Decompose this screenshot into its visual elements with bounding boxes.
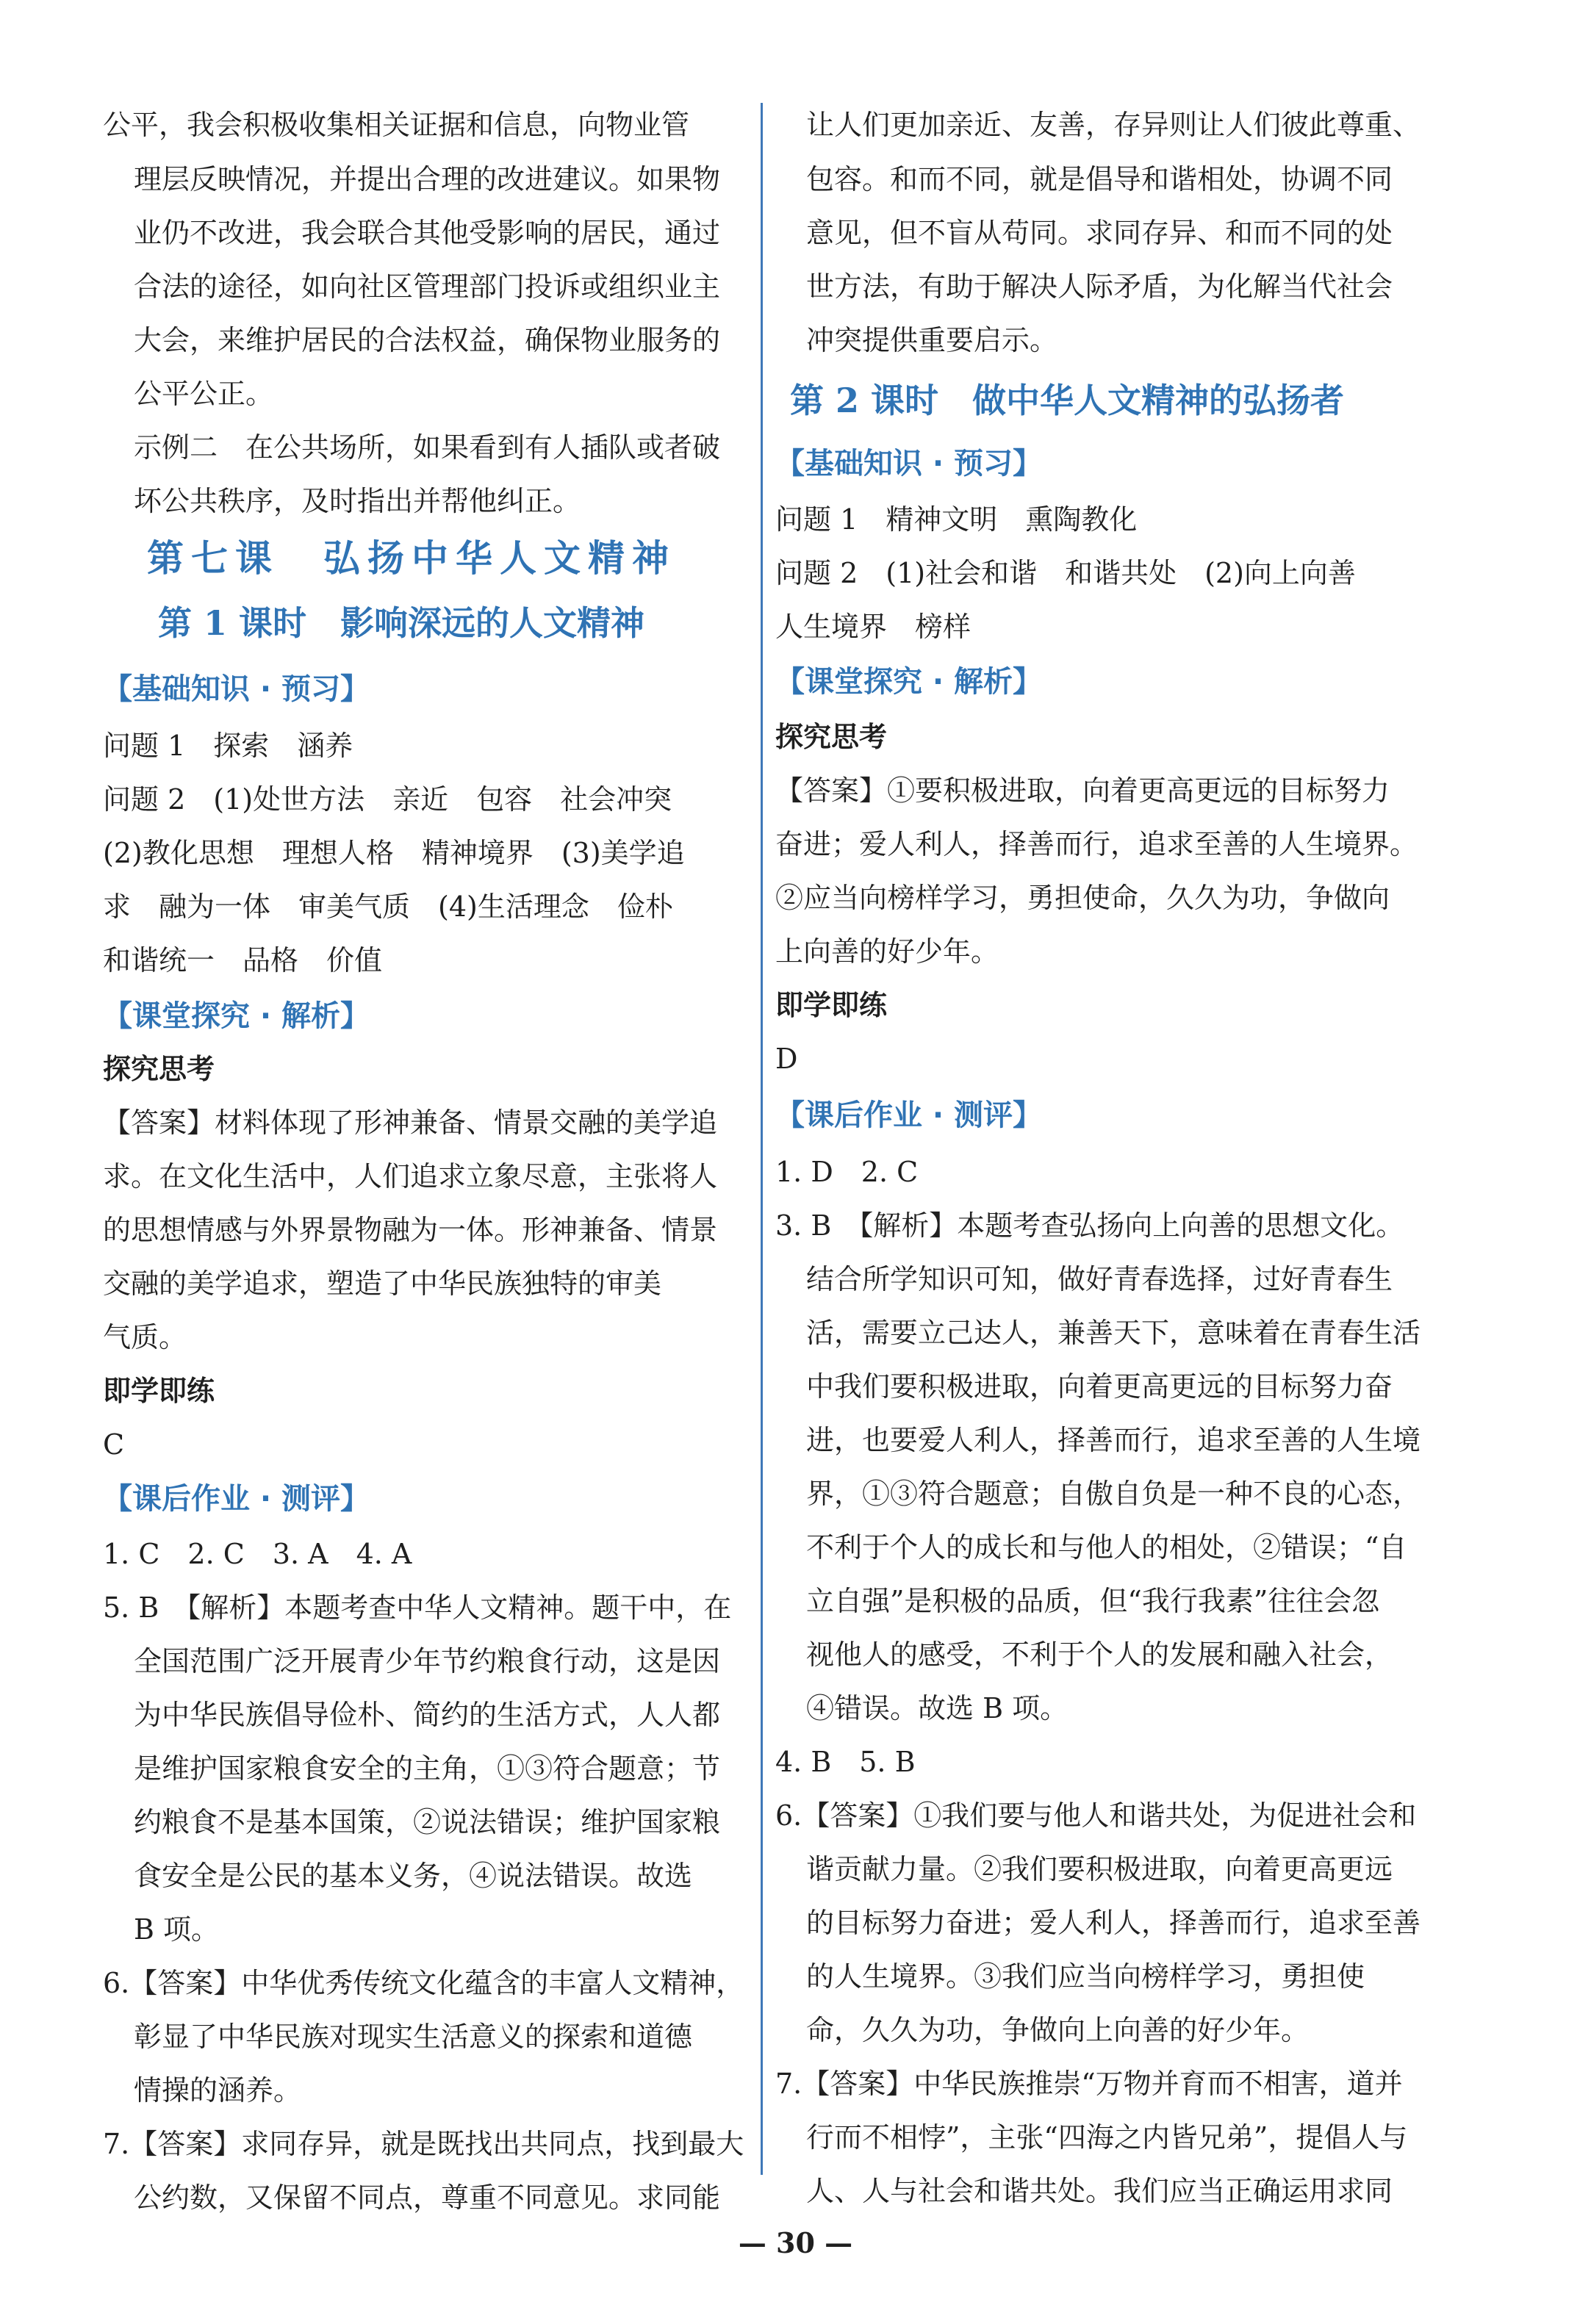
text-line: 7.【答案】求同存异，就是既找出共同点，找到最大 — [103, 2128, 744, 2160]
text-line: 食安全是公民的基本义务，④说法错误。故选 — [134, 1860, 693, 1892]
text-line: 包容。和而不同，就是倡导和谐相处，协调不同 — [806, 163, 1393, 195]
text-line: 人、人与社会和谐共处。我们应当正确运用求同 — [806, 2175, 1393, 2207]
text-line: 理层反映情况，并提出合理的改进建议。如果物 — [134, 163, 721, 195]
text-line: 全国范围广泛开展青少年节约粮食行动，这是因 — [134, 1645, 721, 1677]
subheading-explore: 探究思考 — [775, 720, 888, 753]
section-heading-class: 【课堂探究 · 解析】 — [103, 999, 370, 1033]
text-line: B 项。 — [134, 1913, 220, 1946]
text-line: 是维护国家粮食安全的主角，①③符合题意；节 — [134, 1752, 721, 1785]
text-line: 为中华民族倡导俭朴、简约的生活方式，人人都 — [134, 1699, 721, 1731]
text-line: 奋进；爱人利人，择善而行，追求至善的人生境界。 — [775, 828, 1418, 860]
text-line: 让人们更加亲近、友善，存异则让人们彼此尊重、 — [806, 109, 1421, 141]
section-heading-basic: 【基础知识 · 预习】 — [103, 672, 370, 706]
text-line: 人生境界 榜样 — [775, 611, 972, 643]
text-line: 1. C 2. C 3. A 4. A — [103, 1538, 412, 1570]
text-line: 彰显了中华民族对现实生活意义的探索和道德 — [134, 2021, 693, 2053]
text-line: 进，也要爱人利人，择善而行，追求至善的人生境 — [806, 1424, 1421, 1456]
text-line: 示例二 在公共场所，如果看到有人插队或者破 — [134, 431, 721, 464]
text-line: 行而不相悖”，主张“四海之内皆兄弟”，提倡人与 — [806, 2121, 1408, 2154]
text-line: 3. B 【解析】本题考查弘扬向上向善的思想文化。 — [775, 1209, 1404, 1242]
text-line: 谐贡献力量。②我们要积极进取，向着更高更远 — [806, 1853, 1393, 1885]
column-divider — [761, 103, 763, 2175]
section-heading-homework: 【课后作业 · 测评】 — [103, 1482, 370, 1516]
page-number: — 30 — — [738, 2226, 853, 2259]
text-line: 不利于个人的成长和与他人的相处，②错误；“自 — [806, 1531, 1407, 1564]
text-line: 问题 1 精神文明 熏陶教化 — [775, 503, 1138, 536]
text-line: 4. B 5. B — [775, 1746, 916, 1778]
text-line: 公约数，又保留不同点，尊重不同意见。求同能 — [134, 2181, 721, 2214]
text-line: ②应当向榜样学习，勇担使命，久久为功，争做向 — [775, 882, 1390, 914]
text-line: 的目标努力奋进；爱人利人，择善而行，追求至善 — [806, 1907, 1421, 1939]
period-title: 第 2 课时 做中华人文精神的弘扬者 — [790, 381, 1345, 420]
text-line: 和谐统一 品格 价值 — [103, 944, 383, 976]
text-line: 中我们要积极进取，向着更高更远的目标努力奋 — [806, 1370, 1393, 1403]
text-line: 交融的美学追求，塑造了中华民族独特的审美 — [103, 1267, 662, 1300]
text-line: 活，需要立己达人，兼善天下，意味着在青春生活 — [806, 1317, 1421, 1349]
text-line: 公平，我会积极收集相关证据和信息，向物业管 — [103, 109, 690, 141]
text-line: 公平公正。 — [134, 378, 274, 410]
subheading-explore: 探究思考 — [103, 1052, 215, 1085]
text-line: 求。在文化生活中，人们追求立象尽意，主张将人 — [103, 1160, 718, 1192]
section-heading-homework: 【课后作业 · 测评】 — [775, 1098, 1043, 1132]
text-line: 合法的途径，如向社区管理部门投诉或组织业主 — [134, 270, 721, 303]
text-line: 命，久久为功，争做向上向善的好少年。 — [806, 2014, 1310, 2046]
text-line: 大会，来维护居民的合法权益，确保物业服务的 — [134, 324, 721, 356]
text-line: 求 融为一体 审美气质 (4)生活理念 俭朴 — [103, 891, 673, 923]
text-line: 【答案】材料体现了形神兼备、情景交融的美学追 — [103, 1107, 718, 1139]
text-line: 1. D 2. C — [775, 1156, 919, 1188]
text-line: 7.【答案】中华民族推崇“万物并育而不相害，道并 — [775, 2068, 1403, 2100]
lesson-title: 第七课 弘扬中华人文精神 — [147, 536, 676, 580]
text-line: 问题 1 探索 涵养 — [103, 730, 353, 762]
text-line: 6.【答案】中华优秀传统文化蕴含的丰富人文精神， — [103, 1967, 744, 1999]
text-line: 6.【答案】①我们要与他人和谐共处，为促进社会和 — [775, 1799, 1417, 1832]
text-line: 的思想情感与外界景物融为一体。形神兼备、情景 — [103, 1214, 718, 1246]
period-title: 第 1 课时 影响深远的人文精神 — [158, 603, 645, 643]
text-line: 情操的涵养。 — [134, 2074, 302, 2107]
text-line: 冲突提供重要启示。 — [806, 324, 1058, 356]
text-line: 业仍不改进，我会联合其他受影响的居民，通过 — [134, 217, 721, 249]
text-line: 5. B 【解析】本题考查中华人文精神。题干中，在 — [103, 1591, 732, 1624]
subheading-practice: 即学即练 — [775, 988, 888, 1021]
text-line: 坏公共秩序，及时指出并帮他纠正。 — [134, 485, 581, 517]
text-line: 结合所学知识可知，做好青春选择，过好青春生 — [806, 1263, 1393, 1295]
text-line: 视他人的感受，不利于个人的发展和融入社会， — [806, 1638, 1393, 1671]
practice-answer: C — [103, 1428, 125, 1461]
text-line: 意见，但不盲从苟同。求同存异、和而不同的处 — [806, 217, 1393, 249]
practice-answer: D — [775, 1043, 798, 1075]
text-line: 的人生境界。③我们应当向榜样学习，勇担使 — [806, 1960, 1365, 1993]
text-line: 界，①③符合题意；自傲自负是一种不良的心态， — [806, 1478, 1421, 1510]
text-line: ④错误。故选 B 项。 — [806, 1692, 1069, 1724]
subheading-practice: 即学即练 — [103, 1374, 215, 1407]
section-heading-class: 【课堂探究 · 解析】 — [775, 665, 1043, 699]
text-line: 上向善的好少年。 — [775, 935, 999, 968]
text-line: 气质。 — [103, 1321, 187, 1353]
text-line: 约粮食不是基本国策，②说法错误；维护国家粮 — [134, 1806, 721, 1838]
text-line: 【答案】①要积极进取，向着更高更远的目标努力 — [775, 774, 1390, 807]
text-line: 问题 2 (1)处世方法 亲近 包容 社会冲突 — [103, 783, 672, 816]
text-line: 世方法，有助于解决人际矛盾，为化解当代社会 — [806, 270, 1393, 303]
text-line: (2)教化思想 理想人格 精神境界 (3)美学追 — [103, 837, 685, 869]
section-heading-basic: 【基础知识 · 预习】 — [775, 447, 1043, 481]
text-line: 立自强”是积极的品质，但“我行我素”往往会忽 — [806, 1585, 1380, 1617]
text-line: 问题 2 (1)社会和谐 和谐共处 (2)向上向善 — [775, 557, 1356, 589]
